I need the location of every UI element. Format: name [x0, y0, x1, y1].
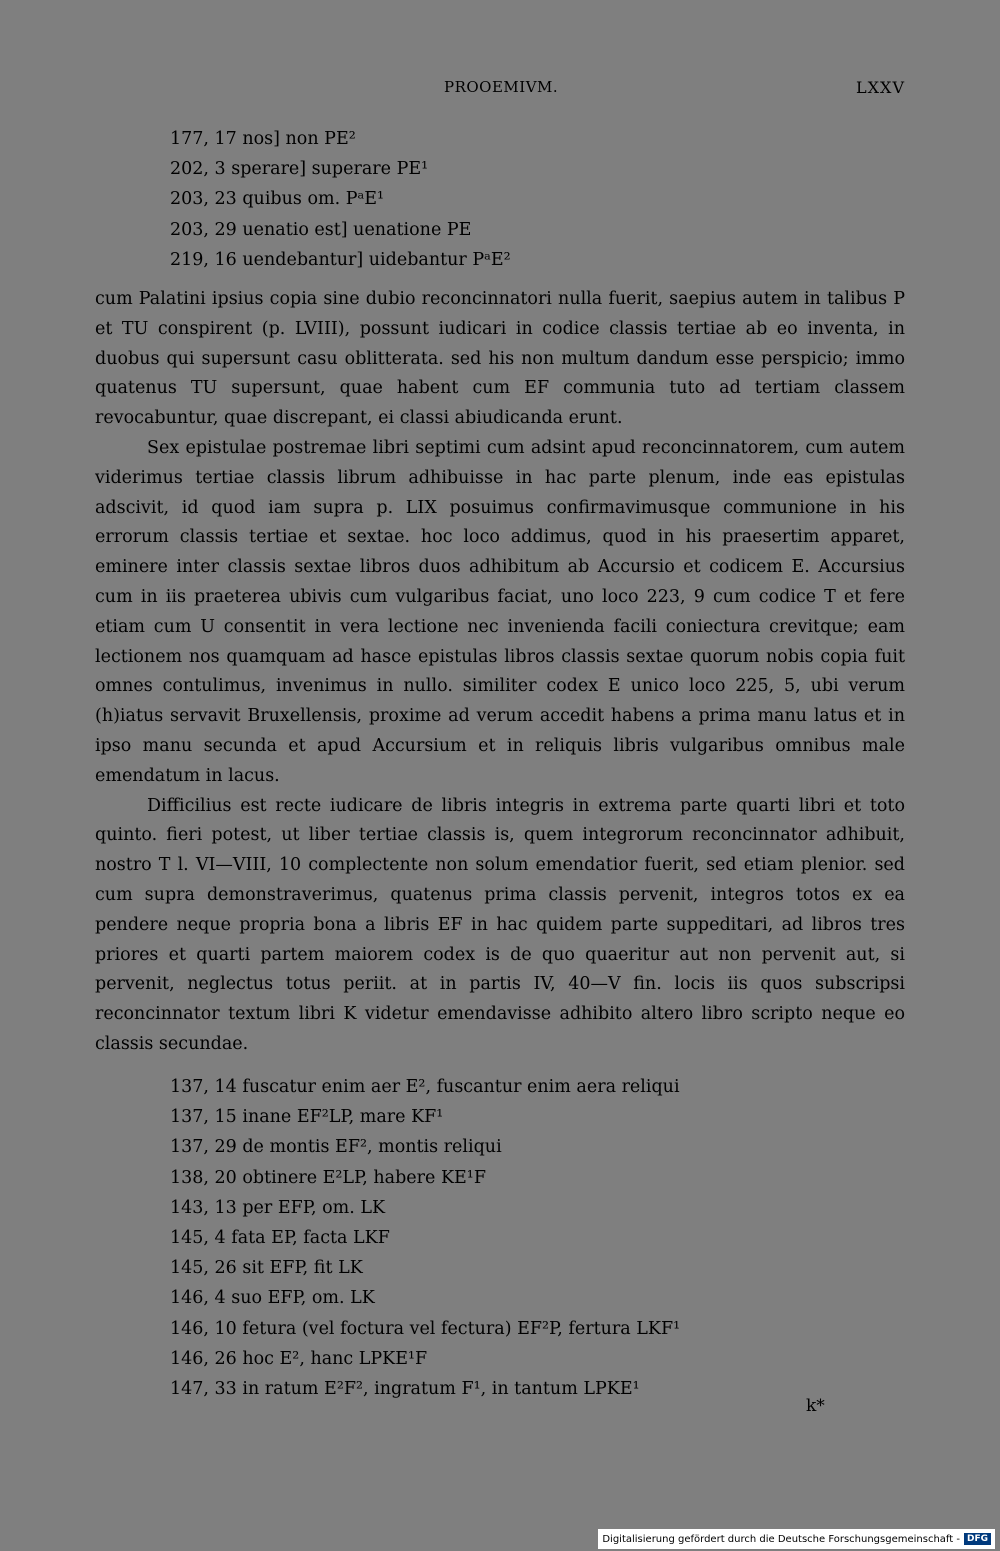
- variant-entry: 146, 4 suo EFP, om. LK: [170, 1288, 375, 1309]
- variant-entry: 146, 26 hoc E², hanc LPKE¹F: [170, 1348, 428, 1369]
- variant-entry: 146, 10 fetura (vel foctura vel fectura) EF²P, fertura LKF¹: [170, 1318, 681, 1339]
- variant-entry: 145, 26 sit EFP, fit LK: [170, 1258, 363, 1279]
- variant-entry: 203, 29 uenatio est] uenatione PE: [170, 219, 472, 240]
- paragraph: Sex epistulae postremae libri septimi cum adsint apud reconcinnatorem, cum autem viderimus tertiae classis librum adhibuisse in hac parte plenum, inde eas epistulas adscivit, id quod iam supra p. LIX posuimus confirmavimusque communione in his errorum classis tertiae et sextae. hoc loco addimus, quod in his praesertim apparet, eminere inter classis sextae libros duos adhibitum ab Accursio et codicem E. Accursius cum in iis praeterea ubivis cum vulgaribus faciat, uno loco 223, 9 cum codice T et fere etiam cum U consentit in vera lectione nec invenienda facili coniectura crevitque; eam lectionem nos quamquam ad hasce epistulas libros classis sextae quorum nobis copia fuit omnes contulimus, invenimus in nullo. similiter codex E unico loco 225, 5, ubi verum (h)iatus servavit Bruxellensis, proxime ad verum accedit habens a prima manu latus et in ipso manu secunda et apud Accursium et in reliquis libris vulgaribus omnibus male emendatum in lacus.: [95, 437, 905, 786]
- paragraph: Difficilius est recte iudicare de libris integris in extrema parte quarti libri et toto quinto. fieri potest, ut liber tertiae classis is, quem integrorum reconcinnator adhibuit, nostro T l. VI—VIII, 10 complectente non solum emendatior fuerit, sed etiam plenior. sed cum supra demonstraverimus, quatenus prima classis pervenit, integros totos ex ea pendere neque propria bona a libris EF in hac quidem parte suppeditari, ad libros tres priores et quarti partem maiorem codex is de quo quaeritur aut non pervenit aut, si pervenit, neglectus totus periit. at in partis IV, 40—V fin. locis iis quos subscripsi reconcinnator textum libri K videtur emendavisse adhibito altero libro scripto neque eo classis secundae.: [95, 795, 905, 1054]
- variant-entry: 147, 33 in ratum E²F², ingratum F¹, in tantum LPKE¹: [170, 1379, 640, 1400]
- variant-list-top: [170, 124, 511, 275]
- variant-entry: 202, 3 sperare] superare PE¹: [170, 159, 429, 180]
- dfg-logo: DFG: [964, 1533, 991, 1545]
- variant-entry: 137, 29 de montis EF², montis reliqui: [170, 1137, 502, 1158]
- variant-list-bottom: [170, 1072, 680, 1404]
- paragraph: cum Palatini ipsius copia sine dubio reconcinnatori nulla fuerit, saepius autem in talibus P et TU conspirent (p. LVIII), possunt iudicari in codice classis tertiae ab eo inventa, in duobus qui supersunt casu oblitterata. sed his non multum dandum esse perspicio; immo quatenus TU supersunt, quae habent cum EF communia tuto ad tertiam classem revocabuntur, quae discrepant, ei classi abiudicanda erunt.: [95, 289, 905, 429]
- variant-entry: 203, 23 quibus om. PᵃE¹: [170, 189, 385, 210]
- footer-credit: [598, 1529, 995, 1549]
- variant-entry: 177, 17 nos] non PE²: [170, 129, 356, 149]
- variant-entry: 143, 13 per EFP, om. LK: [170, 1197, 386, 1218]
- variant-entry: 137, 15 inane EF²LP, mare KF¹: [170, 1107, 444, 1128]
- page-number: LXXV: [856, 78, 905, 97]
- variant-entry: 145, 4 fata EP, facta LKF: [170, 1228, 390, 1249]
- running-header: [95, 78, 905, 102]
- footer-text: Digitalisierung gefördert durch die Deutsche Forschungsgemeinschaft -: [602, 1533, 960, 1545]
- signature-mark: k*: [806, 1396, 825, 1416]
- main-text: [95, 285, 905, 1060]
- variant-entry: 137, 14 fuscatur enim aer E², fuscantur enim aera reliqui: [170, 1077, 680, 1097]
- variant-entry: 138, 20 obtinere E²LP, habere KE¹F: [170, 1167, 486, 1188]
- header-title: PROOEMIVM.: [444, 78, 559, 96]
- variant-entry: 219, 16 uendebantur] uidebantur PᵃE²: [170, 249, 511, 270]
